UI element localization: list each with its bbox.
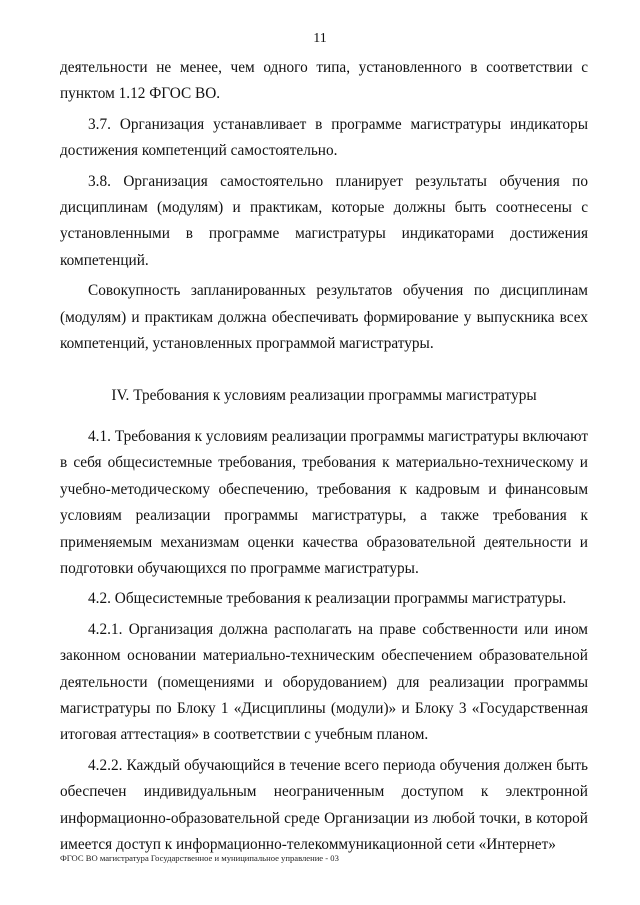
paragraph-3-8: 3.8. Организация самостоятельно планирует результаты обучения по дисциплинам (модулям) и практикам, которые должны быть соотнесены с установленными в программе магистратуры индикаторами достижения компетенций. bbox=[60, 172, 588, 269]
paragraph-3-7: 3.7. Организация устанавливает в программе магистратуры индикаторы достижения компетенций самостоятельно. bbox=[60, 115, 588, 160]
paragraph-4-2-1: 4.2.1. Организация должна располагать на праве собственности или ином законном основании материально-техническим обеспечением образовательной деятельности (помещениями и оборудованием) для реализации программы магистратуры по Блоку 1 «Дисциплины (модули)» и Блоку 3 «Государственная итоговая аттестация» в соответствии с учебным планом. bbox=[60, 620, 588, 744]
section-heading: IV. Требования к условиям реализации программы магистратуры bbox=[111, 387, 537, 405]
paragraph-results: Совокупность запланированных результатов обучения по дисциплинам (модулям) и практикам должна обеспечивать формирование у выпускника всех компетенций, установленных программой магистратуры. bbox=[60, 282, 588, 353]
paragraph-4-2-2: 4.2.2. Каждый обучающийся в течение всего периода обучения должен быть обеспечен индивидуальным неограниченным доступом к электронной информационно-образовательной среде Организации из любой точки, в которой имеется доступ к информационно-телекоммуникационной сети «Интернет» bbox=[60, 756, 588, 853]
paragraph-4-1: 4.1. Требования к условиям реализации программы магистратуры включают в себя общесистемные требования, требования к материально-техническому и учебно-методическому обеспечению, требования к кадровым и финансовым условиям реализации программы магистратуры, а также требования к применяемым механизмам оценки качества образовательной деятельности и подготовки обучающихся по программе магистратуры. bbox=[60, 427, 588, 577]
paragraph-continuation: деятельности не менее, чем одного типа, установленного в соответствии с пунктом 1.12 ФГОС ВО. bbox=[60, 59, 588, 103]
page-footer: ФГОС ВО магистратура Государственное и муниципальное управление - 03 bbox=[60, 853, 339, 863]
paragraph-4-2: 4.2. Общесистемные требования к реализации программы магистратуры. bbox=[88, 590, 567, 608]
document-body bbox=[60, 55, 588, 858]
page-number: 11 bbox=[313, 31, 327, 46]
